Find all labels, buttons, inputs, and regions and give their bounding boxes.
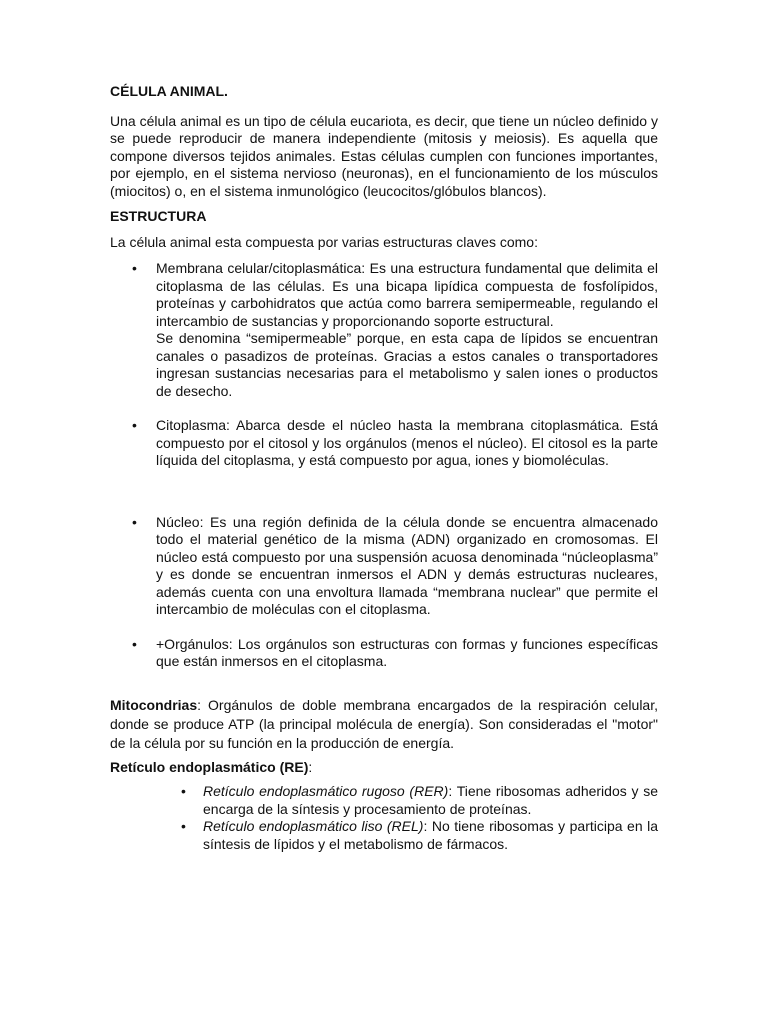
mitocondrias-term: Mitocondrias	[110, 696, 198, 713]
document-title: CÉLULA ANIMAL.	[110, 83, 228, 99]
membrana-paragraph-2: Se denomina “semipermeable” porque, en esta capa de lípidos se encuentran canales o pasadizos de proteínas. Gracias a estos canales o transportadores ingresan sustancias necesarias para el metabolismo y salen iones o productos de desecho.	[156, 330, 658, 399]
reticulo-heading	[110, 759, 658, 777]
list-item-citoplasma	[156, 417, 658, 470]
rer-text: : Tiene ribosomas adheridos y se encarga de la síntesis y procesamiento de proteínas.	[203, 783, 658, 817]
membrana-paragraph-1: • Membrana celular/citoplasmática: Es una estructura fundamental que delimita el citoplasma de las células. Es una bicapa lipídica compuesta de fosfolípidos, proteínas y carbohidratos que actúa como barrera semipermeable, regulando el intercambio de sustancias y proporcionando soporte estructural.	[156, 260, 658, 329]
mitocondrias-paragraph	[110, 696, 658, 753]
list-item-rer	[203, 783, 658, 818]
list-item-organulos	[156, 636, 658, 671]
list-item-nucleo	[156, 514, 658, 619]
rer-term: Retículo endoplasmático rugoso (RER)	[203, 783, 449, 799]
reticulo-term: Retículo endoplasmático (RE)	[110, 758, 309, 775]
section-heading-estructura: ESTRUCTURA	[110, 208, 207, 224]
reticulo-colon: :	[308, 758, 313, 775]
organulos-paragraph: • +Orgánulos: Los orgánulos son estructuras con formas y funciones específicas que están inmersos en el citoplasma.	[156, 635, 658, 669]
structure-list	[110, 260, 658, 671]
reticulo-list	[110, 783, 658, 853]
mitocondrias-text: : Orgánulos de doble membrana encargados de la respiración celular, donde se produce ATP (la principal molécula de energía). Son consideradas el "motor" de la célula por su función en la producción de energía.	[110, 696, 658, 751]
list-item-membrana	[156, 260, 658, 400]
rel-term: Retículo endoplasmático liso (REL)	[203, 818, 424, 834]
citoplasma-paragraph: • Citoplasma: Abarca desde el núcleo hasta la membrana citoplasmática. Está compuesto por el citosol y los orgánulos (menos el núcleo). El citosol es la parte líquida del citoplasma, y está compuesto por agua, iones y biomoléculas.	[156, 417, 658, 468]
estructura-lead: La célula animal esta compuesta por varias estructuras claves como:	[110, 233, 538, 250]
list-item-rel	[203, 818, 658, 853]
nucleo-paragraph: • Núcleo: Es una región definida de la célula donde se encuentra almacenado todo el material genético de la misma (ADN) organizado en cromosomas. El núcleo está compuesto por una suspensión acuosa denominada “núcleoplasma” y es donde se encuentran inmersos el ADN y demás estructuras nucleares, además cuenta con una envoltura llamada “membrana nuclear” que permite el intercambio de moléculas con el citoplasma.	[156, 513, 658, 617]
intro-paragraph: Una célula animal es un tipo de célula eucariota, es decir, que tiene un núcleo definido y se puede reproducir de manera independiente (mitosis y meiosis). Es aquella que compone diversos tejidos animales. Estas células cumplen con funciones importantes, por ejemplo, en el sistema nervioso (neuronas), en el funcionamiento de los músculos (miocitos) o, en el sistema inmunológico (leucocitos/glóbulos blancos).	[110, 112, 658, 199]
rel-text: : No tiene ribosomas y participa en la síntesis de lípidos y el metabolismo de fármacos.	[203, 818, 659, 852]
